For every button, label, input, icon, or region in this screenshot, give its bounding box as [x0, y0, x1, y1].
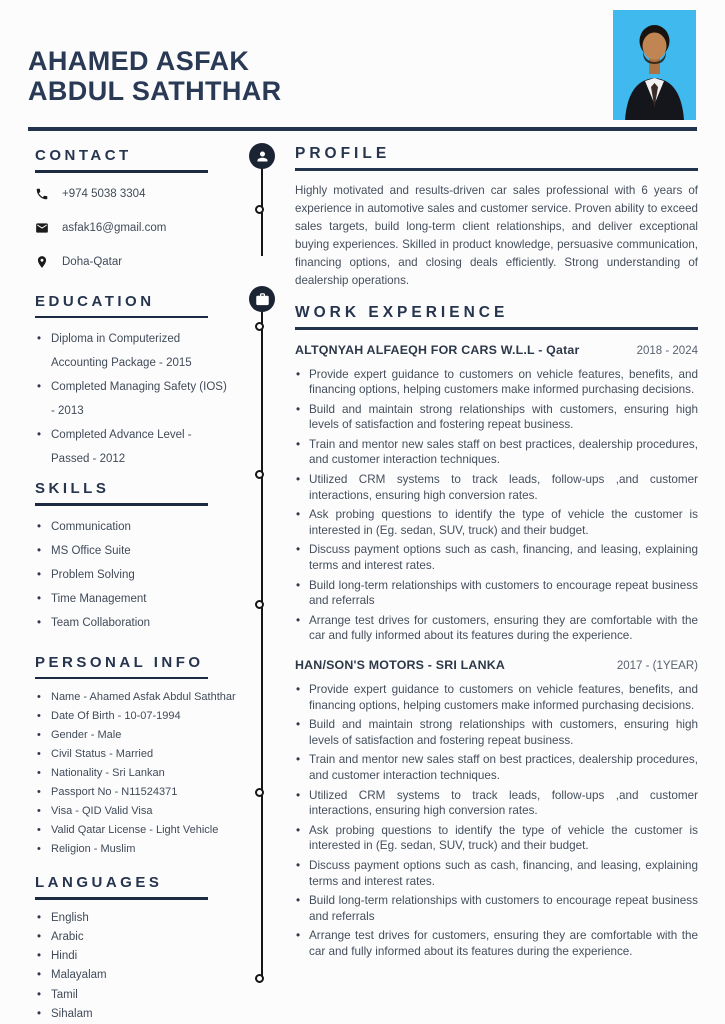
section-underline	[35, 503, 208, 506]
job-header	[295, 658, 698, 672]
list-item: • Discuss payment options such as cash, financing, and leasing, explaining terms and interest rates.	[295, 542, 698, 573]
list-item: • English	[35, 909, 263, 928]
list-item: • Provide expert guidance to customers on vehicle features, benefits, and financing options, helping customers make informed purchasing decisions.	[295, 682, 698, 713]
list-item: • Ask probing questions to identify the type of vehicle the customer is interested in (Eg. sedan, SUV, truck) and their budget.	[295, 823, 698, 854]
job-company: ALTQNYAH ALFAEQH FOR CARS W.L.L - Qatar	[295, 342, 580, 357]
skills-section	[35, 480, 263, 635]
list-item: • MS Office Suite	[35, 539, 263, 563]
section-underline	[295, 327, 698, 330]
list-item: • Discuss payment options such as cash, financing, and leasing, explaining terms and interest rates.	[295, 858, 698, 889]
contact-title: CONTACT	[35, 147, 132, 164]
personal-info-title: PERSONAL INFO	[35, 653, 204, 671]
header-divider	[28, 127, 697, 131]
list-item: • Team Collaboration	[35, 611, 263, 635]
list-item: • Gender - Male	[35, 726, 263, 745]
profile-photo	[613, 10, 696, 120]
list-item: • Build and maintain strong relationships with customers, ensuring high levels of satisfaction and fostering repeat business.	[295, 402, 698, 433]
list-item: • Build long-term relationships with customers to encourage repeat business and referrals	[295, 578, 698, 609]
job-company: HAN/SON'S MOTORS - SRI LANKA	[295, 658, 506, 672]
section-underline	[35, 677, 208, 680]
languages-section	[35, 874, 263, 1024]
contact-email	[35, 221, 263, 235]
list-item: • Problem Solving	[35, 563, 263, 587]
section-underline	[35, 316, 208, 319]
skills-list	[35, 515, 263, 635]
job-bullet-list	[295, 682, 698, 960]
list-item: • Passport No - N11524371	[35, 783, 263, 802]
job-entry	[295, 658, 698, 960]
job-period: 2018 - 2024	[636, 344, 698, 357]
list-item: • Train and mentor new sales staff on best practices, dealership procedures, and customer interaction techniques.	[295, 752, 698, 783]
personal-info-list	[35, 688, 263, 859]
list-item: • Communication	[35, 515, 263, 539]
work-experience-section	[295, 304, 698, 960]
list-item: • Name - Ahamed Asfak Abdul Saththar	[35, 688, 263, 707]
location-text: Doha-Qatar	[62, 255, 123, 268]
personal-info-section	[35, 654, 263, 860]
list-item: • Malayalam	[35, 966, 263, 985]
list-item: • Completed Advance Level - Passed - 2012	[35, 423, 230, 471]
section-underline	[295, 168, 698, 171]
job-header	[295, 343, 698, 357]
name-line-2: ABDUL SATHTHAR	[28, 76, 282, 106]
contact-location	[35, 255, 263, 269]
list-item: • Date Of Birth - 10-07-1994	[35, 707, 263, 726]
contact-section	[35, 147, 263, 269]
profile-title: PROFILE	[295, 145, 391, 162]
list-item: • Build long-term relationships with customers to encourage repeat business and referrals	[295, 893, 698, 924]
job-bullet-list	[295, 367, 698, 645]
list-item: • Train and mentor new sales staff on best practices, dealership procedures, and customer interaction techniques.	[295, 437, 698, 468]
portrait-illustration	[613, 10, 696, 120]
list-item: • Utilized CRM systems to track leads, follow-ups ,and customer interactions, ensuring high conversion rates.	[295, 788, 698, 819]
list-item: • Tamil	[35, 986, 263, 1005]
education-title: EDUCATION	[35, 292, 155, 310]
section-underline	[35, 897, 208, 900]
list-item: • Build and maintain strong relationships with customers, ensuring high levels of satisfaction and fostering repeat business.	[295, 717, 698, 748]
list-item: • Hindi	[35, 947, 263, 966]
list-item: • Visa - QID Valid Visa	[35, 802, 263, 821]
education-section	[35, 293, 263, 472]
list-item: • Arabic	[35, 928, 263, 947]
candidate-name	[28, 46, 282, 106]
list-item: • Religion - Muslim	[35, 840, 263, 859]
list-item: • Utilized CRM systems to track leads, follow-ups ,and customer interactions, ensuring high conversion rates.	[295, 472, 698, 503]
phone-icon	[35, 187, 49, 201]
contact-phone	[35, 187, 263, 201]
email-icon	[35, 221, 49, 235]
job-period: 2017 - (1YEAR)	[616, 660, 698, 672]
profile-text: Highly motivated and results-driven car sales professional with 6 years of experience in automotive sales and customer service. Proven ability to exceed sales targets, build long-term client relationships, and deliver exceptional buying experiences. Skilled in product knowledge, persuasive communication, financing options, and closing deals efficiently. Strong understanding of dealership operations.	[295, 184, 698, 287]
location-icon	[35, 255, 49, 269]
skills-title: SKILLS	[35, 480, 110, 497]
profile-section	[295, 145, 698, 290]
name-line-1: AHAMED ASFAK	[28, 46, 250, 76]
list-item: • Provide expert guidance to customers on vehicle features, benefits, and financing options, helping customers make informed purchasing decisions.	[295, 367, 698, 398]
list-item: • Sihalam	[35, 1005, 263, 1024]
education-list	[35, 327, 263, 471]
list-item: • Diploma in Computerized Accounting Package - 2015	[35, 327, 230, 375]
list-item: • Arrange test drives for customers, ensuring they are comfortable with the car and fully informed about its features during the experience.	[295, 928, 698, 959]
main-content	[295, 140, 698, 964]
list-item: • Civil Status - Married	[35, 745, 263, 764]
languages-title: LANGUAGES	[35, 874, 163, 891]
phone-number: +974 5038 3304	[62, 187, 146, 200]
contact-list	[35, 187, 263, 269]
list-item: • Arrange test drives for customers, ensuring they are comfortable with the car and fully informed about its features during the experience.	[295, 613, 698, 644]
section-underline	[35, 170, 208, 173]
email-address: asfak16@gmail.com	[62, 221, 167, 234]
job-entry	[295, 343, 698, 645]
languages-list	[35, 909, 263, 1024]
list-item: • Valid Qatar License - Light Vehicle	[35, 821, 263, 840]
list-item: • Nationality - Sri Lankan	[35, 764, 263, 783]
list-item: • Ask probing questions to identify the type of vehicle the customer is interested in (Eg. sedan, SUV, truck) and their budget.	[295, 507, 698, 538]
list-item: • Time Management	[35, 587, 263, 611]
list-item: • Completed Managing Safety (IOS) - 2013	[35, 375, 230, 423]
sidebar	[35, 140, 263, 1024]
work-experience-title: WORK EXPERIENCE	[295, 304, 509, 321]
